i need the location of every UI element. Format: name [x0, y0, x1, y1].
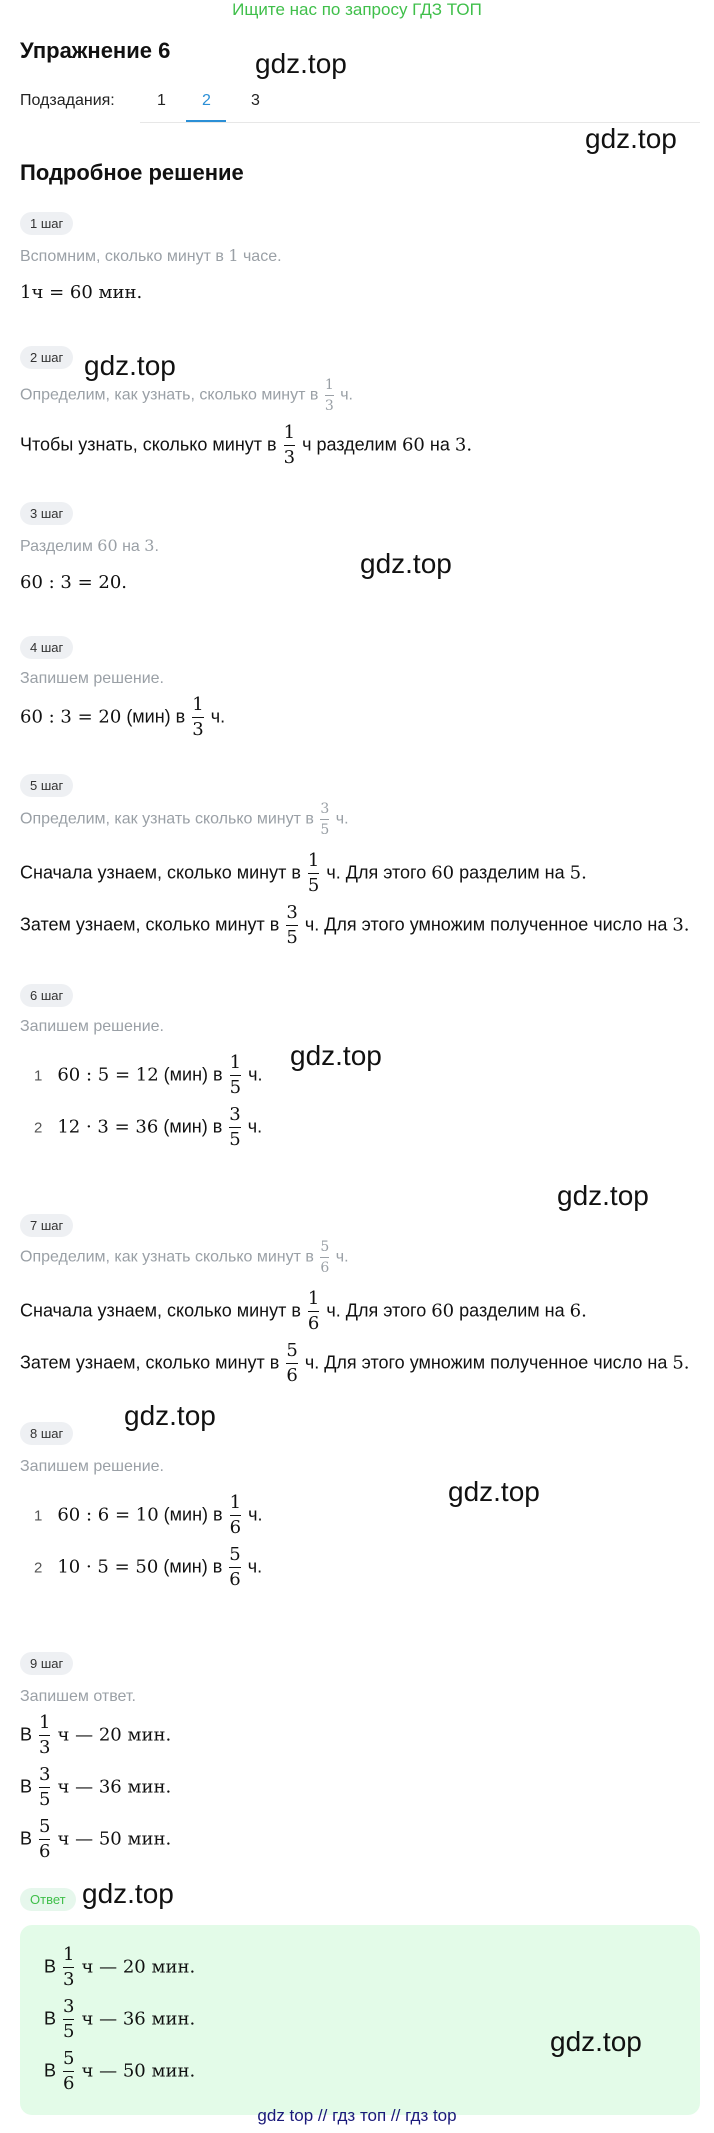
step-hint: Вспомним, сколько минут в 1 часе.	[20, 246, 282, 265]
page-title: Упражнение 6	[20, 38, 171, 63]
footer-links[interactable]: gdz top // гдз топ // гдз top	[257, 2106, 457, 2125]
step-line: Сначала узнаем, сколько минут в $\frac{1}{6}$ ч. Для этого 60 разделим на 6.	[20, 1288, 587, 1334]
active-tab-indicator	[186, 120, 226, 122]
subtasks-label: Подзадания:	[20, 92, 115, 109]
step-hint: Определим, как узнать сколько минут в $\frac{3}{5}$ ч.	[20, 801, 349, 838]
watermark: gdz.top	[557, 1180, 649, 1211]
step-hint: Определим, как узнать сколько минут в $\frac{5}{6}$ ч.	[20, 1239, 349, 1276]
step-line: 60 : 3 = 20 (мин) в $\frac{1}{3}$ ч.	[20, 694, 226, 740]
watermark: gdz.top	[84, 350, 176, 381]
watermark: gdz.top	[290, 1040, 382, 1071]
step-badge: 1 шаг	[20, 212, 73, 235]
step-line: Затем узнаем, сколько минут в $\frac{3}{5}$ ч. Для этого умножим полученное число на 3.	[20, 902, 690, 948]
step-badge: 5 шаг	[20, 774, 73, 797]
watermark: gdz.top	[360, 548, 452, 579]
step-line: Затем узнаем, сколько минут в $\frac{5}{6}$ ч. Для этого умножим полученное число на 5.	[20, 1340, 690, 1386]
tab-subtask-2[interactable]: 2	[202, 92, 211, 109]
list-item: 2 12 · 3 = 36 (мин) в $\frac{3}{5}$ ч.	[34, 1104, 263, 1150]
step-hint: Запишем ответ.	[20, 1688, 136, 1705]
watermark: gdz.top	[124, 1400, 216, 1431]
tab-subtask-1[interactable]: 1	[157, 92, 166, 109]
step-line: Сначала узнаем, сколько минут в $\frac{1}{5}$ ч. Для этого 60 разделим на 5.	[20, 850, 587, 896]
list-item: 1 60 : 5 = 12 (мин) в $\frac{1}{5}$ ч.	[34, 1052, 263, 1098]
step-badge: 8 шаг	[20, 1422, 73, 1445]
tab-subtask-3[interactable]: 3	[251, 92, 260, 109]
step-hint: Разделим 60 на 3.	[20, 536, 159, 555]
answer-line: В $\frac{5}{6}$ ч — 50 мин.	[44, 2048, 196, 2094]
top-banner-link[interactable]: Ищите нас по запросу ГДЗ ТОП	[232, 0, 482, 19]
step-badge: 3 шаг	[20, 502, 73, 525]
watermark: gdz.top	[448, 1476, 540, 1507]
step-hint: Запишем решение.	[20, 670, 164, 687]
watermark: gdz.top	[255, 48, 347, 79]
step-line: Чтобы узнать, сколько минут в $\frac{1}{3}$ ч разделим 60 на 3.	[20, 422, 473, 468]
section-title: Подробное решение	[20, 160, 244, 185]
step-line: 60 : 3 = 20.	[20, 572, 128, 593]
answer-line: В $\frac{3}{5}$ ч — 36 мин.	[44, 1996, 196, 2042]
answer-badge: Ответ	[20, 1888, 76, 1911]
step-line: В $\frac{5}{6}$ ч — 50 мин.	[20, 1816, 172, 1862]
step-badge: 9 шаг	[20, 1652, 73, 1675]
list-item: 1 60 : 6 = 10 (мин) в $\frac{1}{6}$ ч.	[34, 1492, 263, 1538]
step-badge: 4 шаг	[20, 636, 73, 659]
step-line: 1ч = 60 мин.	[20, 282, 143, 303]
list-item: 2 10 · 5 = 50 (мин) в $\frac{5}{6}$ ч.	[34, 1544, 263, 1590]
step-badge: 6 шаг	[20, 984, 73, 1007]
step-hint: Запишем решение.	[20, 1458, 164, 1475]
step-hint: Запишем решение.	[20, 1018, 164, 1035]
watermark: gdz.top	[550, 2026, 642, 2057]
answer-line: В $\frac{1}{3}$ ч — 20 мин.	[44, 1944, 196, 1990]
step-line: В $\frac{1}{3}$ ч — 20 мин.	[20, 1712, 172, 1758]
step-hint: Определим, как узнать, сколько минут в $\frac{1}{3}$ ч.	[20, 377, 353, 414]
step-badge: 2 шаг	[20, 346, 73, 369]
step-line: В $\frac{3}{5}$ ч — 36 мин.	[20, 1764, 172, 1810]
watermark: gdz.top	[82, 1878, 174, 1909]
watermark: gdz.top	[585, 123, 677, 154]
step-badge: 7 шаг	[20, 1214, 73, 1237]
